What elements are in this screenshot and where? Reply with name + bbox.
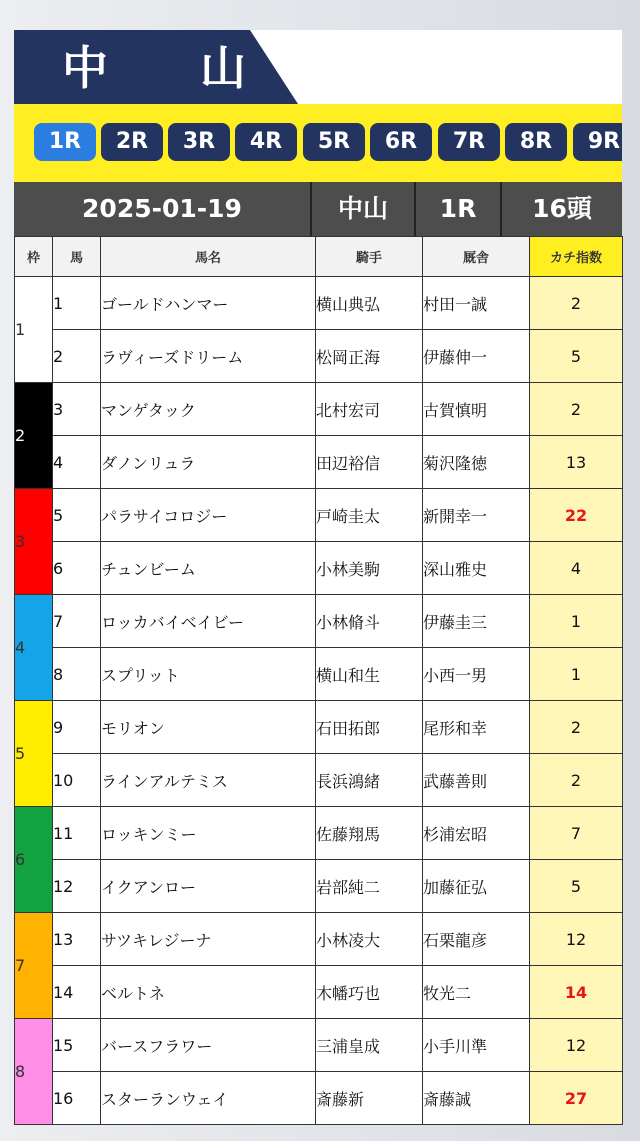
- horse-name[interactable]: ロッキンミー: [101, 807, 316, 860]
- table-row: [15, 330, 623, 383]
- horse-name[interactable]: スプリット: [101, 648, 316, 701]
- table-row: [15, 1072, 623, 1125]
- table-row: [15, 595, 623, 648]
- horse-number: 10: [53, 754, 101, 807]
- table-row: [15, 754, 623, 807]
- jockey-name: 小林凌大: [316, 913, 423, 966]
- race-tab-1r[interactable]: 1R: [34, 123, 96, 161]
- horse-name[interactable]: チュンビーム: [101, 542, 316, 595]
- horse-name[interactable]: ロッカバイベイビー: [101, 595, 316, 648]
- frame-number-cell: 4: [15, 595, 53, 701]
- frame-number-cell: 8: [15, 1019, 53, 1125]
- col-header-uma: 馬: [53, 237, 101, 277]
- horse-name[interactable]: ゴールドハンマー: [101, 277, 316, 330]
- jockey-name: 横山典弘: [316, 277, 423, 330]
- col-header-name: 馬名: [101, 237, 316, 277]
- trainer-name: 伊藤圭三: [423, 595, 530, 648]
- kachi-index: 5: [530, 330, 623, 383]
- frame-number-cell: 5: [15, 701, 53, 807]
- horse-number: 14: [53, 966, 101, 1019]
- jockey-name: 斎藤新: [316, 1072, 423, 1125]
- horse-name[interactable]: ラヴィーズドリーム: [101, 330, 316, 383]
- horse-number: 7: [53, 595, 101, 648]
- jockey-name: 三浦皇成: [316, 1019, 423, 1072]
- frame-number-cell: 6: [15, 807, 53, 913]
- kachi-index: 1: [530, 595, 623, 648]
- table-row: [15, 277, 623, 330]
- col-header-trainer: 厩舎: [423, 237, 530, 277]
- race-tab-8r[interactable]: 8R: [505, 123, 567, 161]
- race-venue: 中山: [310, 182, 414, 236]
- race-date: 2025-01-19: [82, 194, 242, 223]
- table-row: [15, 542, 623, 595]
- race-info-row: [14, 182, 622, 236]
- col-header-jockey: 騎手: [316, 237, 423, 277]
- horse-number: 15: [53, 1019, 101, 1072]
- race-tab-bar: [14, 104, 622, 182]
- kachi-index: 12: [530, 913, 623, 966]
- trainer-name: 深山雅史: [423, 542, 530, 595]
- kachi-index: 7: [530, 807, 623, 860]
- kachi-index: 12: [530, 1019, 623, 1072]
- jockey-name: 木幡巧也: [316, 966, 423, 1019]
- runner-count: 16頭: [500, 182, 622, 236]
- jockey-name: 長浜鴻緒: [316, 754, 423, 807]
- horse-name[interactable]: パラサイコロジー: [101, 489, 316, 542]
- col-header-kachi: カチ指数: [530, 237, 623, 277]
- table-row: [15, 860, 623, 913]
- jockey-name: 岩部純二: [316, 860, 423, 913]
- horse-name[interactable]: ラインアルテミス: [101, 754, 316, 807]
- race-tab-9r[interactable]: 9R: [573, 123, 622, 161]
- horse-number: 4: [53, 436, 101, 489]
- jockey-name: 北村宏司: [316, 383, 423, 436]
- horse-number: 3: [53, 383, 101, 436]
- table-row: [15, 383, 623, 436]
- kachi-index: 2: [530, 277, 623, 330]
- kachi-index: 1: [530, 648, 623, 701]
- trainer-name: 杉浦宏昭: [423, 807, 530, 860]
- horse-name[interactable]: モリオン: [101, 701, 316, 754]
- jockey-name: 横山和生: [316, 648, 423, 701]
- frame-number-cell: 2: [15, 383, 53, 489]
- trainer-name: 石栗龍彦: [423, 913, 530, 966]
- trainer-name: 武藤善則: [423, 754, 530, 807]
- horse-number: 1: [53, 277, 101, 330]
- race-tab-7r[interactable]: 7R: [438, 123, 500, 161]
- trainer-name: 菊沢隆徳: [423, 436, 530, 489]
- race-tab-3r[interactable]: 3R: [168, 123, 230, 161]
- trainer-name: 村田一誠: [423, 277, 530, 330]
- race-tab-6r[interactable]: 6R: [370, 123, 432, 161]
- race-tab-2r[interactable]: 2R: [101, 123, 163, 161]
- horse-name[interactable]: ダノンリュラ: [101, 436, 316, 489]
- horse-number: 8: [53, 648, 101, 701]
- trainer-name: 新開幸一: [423, 489, 530, 542]
- jockey-name: 戸崎圭太: [316, 489, 423, 542]
- entries-table: [14, 236, 623, 1125]
- horse-name[interactable]: スターランウェイ: [101, 1072, 316, 1125]
- table-row: [15, 701, 623, 754]
- jockey-name: 松岡正海: [316, 330, 423, 383]
- trainer-name: 小西一男: [423, 648, 530, 701]
- table-row: [15, 436, 623, 489]
- horse-number: 9: [53, 701, 101, 754]
- jockey-name: 小林脩斗: [316, 595, 423, 648]
- frame-number-cell: 1: [15, 277, 53, 383]
- horse-number: 13: [53, 913, 101, 966]
- kachi-index: 2: [530, 754, 623, 807]
- kachi-index: 4: [530, 542, 623, 595]
- jockey-name: 小林美駒: [316, 542, 423, 595]
- horse-number: 11: [53, 807, 101, 860]
- table-row: [15, 966, 623, 1019]
- horse-name[interactable]: バースフラワー: [101, 1019, 316, 1072]
- jockey-name: 佐藤翔馬: [316, 807, 423, 860]
- frame-number-cell: 7: [15, 913, 53, 1019]
- horse-name[interactable]: サツキレジーナ: [101, 913, 316, 966]
- kachi-index: 22: [530, 489, 623, 542]
- trainer-name: 小手川準: [423, 1019, 530, 1072]
- table-header-row: [15, 237, 623, 277]
- table-row: [15, 489, 623, 542]
- race-tab-4r[interactable]: 4R: [235, 123, 297, 161]
- table-row: [15, 913, 623, 966]
- kachi-index: 14: [530, 966, 623, 1019]
- trainer-name: 尾形和幸: [423, 701, 530, 754]
- kachi-index: 13: [530, 436, 623, 489]
- table-row: [15, 807, 623, 860]
- table-row: [15, 648, 623, 701]
- trainer-name: 加藤征弘: [423, 860, 530, 913]
- jockey-name: 石田拓郎: [316, 701, 423, 754]
- col-header-waku: 枠: [15, 237, 53, 277]
- horse-name[interactable]: マンゲタック: [101, 383, 316, 436]
- trainer-name: 伊藤伸一: [423, 330, 530, 383]
- horse-number: 6: [53, 542, 101, 595]
- jockey-name: 田辺裕信: [316, 436, 423, 489]
- trainer-name: 牧光二: [423, 966, 530, 1019]
- venue-title: 中 山: [62, 41, 285, 95]
- kachi-index: 27: [530, 1072, 623, 1125]
- frame-number-cell: 3: [15, 489, 53, 595]
- horse-number: 12: [53, 860, 101, 913]
- race-number: 1R: [414, 182, 500, 236]
- race-tab-5r[interactable]: 5R: [303, 123, 365, 161]
- table-row: [15, 1019, 623, 1072]
- horse-number: 2: [53, 330, 101, 383]
- horse-number: 16: [53, 1072, 101, 1125]
- kachi-index: 2: [530, 701, 623, 754]
- kachi-index: 5: [530, 860, 623, 913]
- horse-name[interactable]: イクアンロー: [101, 860, 316, 913]
- horse-number: 5: [53, 489, 101, 542]
- kachi-index: 2: [530, 383, 623, 436]
- trainer-name: 古賀慎明: [423, 383, 530, 436]
- horse-name[interactable]: ベルトネ: [101, 966, 316, 1019]
- trainer-name: 斎藤誠: [423, 1072, 530, 1125]
